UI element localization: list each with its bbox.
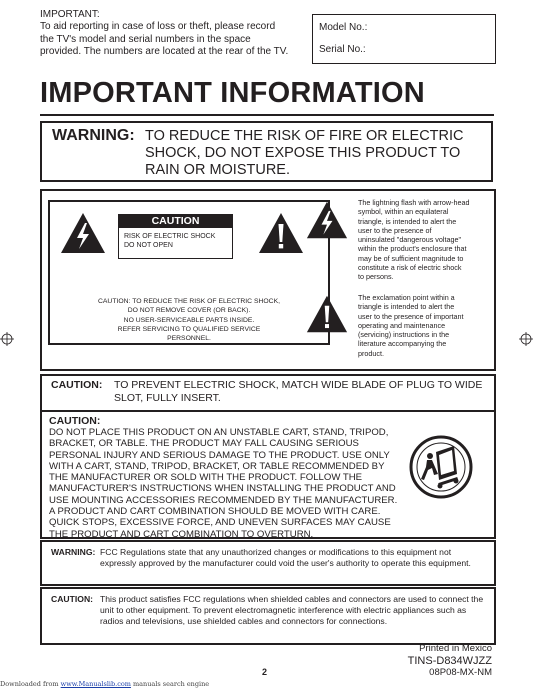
plug-caution-text: TO PREVENT ELECTRIC SHOCK, MATCH WIDE BLADE OF PLUG TO WIDE SLOT, FULLY INSERT.: [114, 379, 483, 404]
model-serial-record-box: [312, 14, 496, 64]
registration-mark-right-icon: [519, 332, 533, 346]
plug-caution-label: CAUTION:: [51, 379, 103, 391]
footer-prefix: Downloaded from: [0, 680, 59, 688]
caption-line: DO NOT REMOVE COVER (OR BACK).: [127, 307, 251, 315]
model-code: TINS-D834WJZZ: [407, 655, 492, 667]
exclamation-triangle-icon: [258, 212, 304, 254]
model-number-label: Model No.:: [319, 22, 368, 33]
caption-line: PERSONNEL.: [167, 335, 211, 343]
caption-line: REFER SERVICING TO QUALIFIED SERVICE: [117, 325, 261, 333]
exclamation-symbol-note: [358, 293, 492, 358]
note-line: (servicing) instructions in the: [358, 330, 450, 340]
caution-label-panel: [48, 200, 330, 345]
cart-line: QUICK STOPS, EXCESSIVE FORCE, AND UNEVEN SURFACES MAY CAUSE: [49, 517, 391, 529]
caution-sticker-heading: CAUTION: [119, 215, 232, 228]
caption-line: CAUTION: TO REDUCE THE RISK OF ELECTRIC SHOCK,: [97, 298, 281, 305]
printed-country: Printed in Mexico: [419, 643, 492, 654]
note-line: The exclamation point within a: [358, 293, 455, 302]
lightning-triangle-icon: [60, 212, 106, 254]
lot-code: 08P08-MX-NM: [429, 667, 492, 678]
intro-heading: IMPORTANT:: [40, 9, 100, 20]
note-line: literature accompanying the: [358, 339, 447, 349]
shielded-cable-caution-box: [40, 587, 496, 645]
cart-line: DO NOT PLACE THIS PRODUCT ON AN UNSTABLE CART, STAND, TRIPOD,: [49, 427, 389, 438]
plug-caution-box: [40, 374, 496, 412]
cart-line: MANUFACTURER'S INSTRUCTIONS WHEN INSTALLING THE PRODUCT AND: [49, 483, 396, 495]
cart-line: PERSONAL INJURY AND SERIOUS DAMAGE TO THE PRODUCT. USE ONLY: [49, 449, 390, 461]
cart-caution-heading: CAUTION:: [49, 415, 101, 427]
note-line: within the product's enclosure that: [358, 244, 467, 254]
note-line: triangle, is intended to alert the: [358, 216, 457, 226]
cart-caution-text: [49, 427, 404, 540]
title-divider: [40, 114, 494, 116]
note-line: may be of sufficient magnitude to: [358, 253, 464, 263]
caution-sticker-line: RISK OF ELECTRIC SHOCK: [124, 233, 216, 240]
print-info: [408, 643, 492, 679]
note-line: uninsulated "dangerous voltage": [358, 235, 462, 245]
cart-line: BRACKET, OR TABLE. THE PRODUCT MAY FALL CAUSING SERIOUS: [49, 438, 359, 450]
caption-line: NO USER-SERVICEABLE PARTS INSIDE.: [123, 316, 255, 324]
download-footer: [0, 680, 209, 688]
cable-caution-label: CAUTION:: [51, 594, 94, 604]
intro-line: provided. The numbers are located at the rear of the TV.: [40, 45, 289, 57]
cart-line: USE MOUNTING ACCESSORIES RECOMMENDED BY THE MANUFACTURER.: [49, 494, 398, 506]
fcc-warning-text: FCC Regulations state that any unauthorized changes or modifications to this equipment not expressly approved by the manufacturer could void the user's authority to operate this equipment.: [100, 547, 471, 568]
note-line: The lightning flash with arrow-head: [358, 198, 470, 207]
note-line: constitute a risk of electric shock: [358, 263, 462, 273]
note-line: user to the presence of: [358, 225, 432, 235]
intro-text: [40, 9, 305, 58]
lightning-symbol-note: [358, 198, 492, 282]
footer-suffix: manuals search engine: [133, 680, 210, 688]
intro-line: the TV's model and serial numbers in the space: [40, 33, 251, 45]
caution-sticker: [118, 214, 233, 259]
page-title: IMPORTANT INFORMATION: [40, 77, 425, 109]
caution-sticker-line: DO NOT OPEN: [124, 242, 173, 249]
note-line: operating and maintenance: [358, 320, 446, 330]
page-number: 2: [262, 667, 268, 677]
manualslib-link[interactable]: www.Manualslib.com: [60, 680, 131, 688]
warning-box: [40, 121, 493, 182]
intro-line: To aid reporting in case of loss or theft, please record: [40, 21, 276, 33]
exclamation-triangle-icon: [306, 294, 348, 334]
note-line: to persons.: [358, 272, 394, 282]
cart-caution-box: [40, 410, 496, 539]
fcc-warning-box: [40, 540, 496, 586]
cart-line: A PRODUCT AND CART COMBINATION SHOULD BE MOVED WITH CARE.: [49, 506, 381, 518]
registration-mark-left-icon: [0, 332, 14, 346]
cart-line: THE PRODUCT AND CART COMBINATION TO OVERTURN.: [49, 528, 314, 540]
note-line: product.: [358, 348, 384, 358]
serial-number-label: Serial No.:: [319, 44, 366, 55]
cable-caution-text: This product satisfies FCC regulations when shielded cables and connectors are used to connect the unit to other equipment. To prevent electromagnetic interference with electric appliances such as radios and televisions, use shielded cables and connectors for connections.: [100, 594, 484, 626]
lightning-triangle-icon: [306, 200, 348, 240]
note-line: triangle is intended to alert the: [358, 302, 455, 312]
cart-line: WITH A CART, STAND, TRIPOD, BRACKET, OR TABLE RECOMMENDED BY: [49, 460, 385, 472]
warning-text: TO REDUCE THE RISK OF FIRE OR ELECTRIC SHOCK, DO NOT EXPOSE THIS PRODUCT TO RAIN OR MOISTURE.: [145, 128, 464, 178]
warning-label: WARNING:: [52, 127, 135, 144]
fcc-warning-label: WARNING:: [51, 547, 96, 557]
note-line: user to the presence of important: [358, 311, 464, 321]
safety-symbols-block: [40, 189, 496, 371]
cart-tip-over-warning-icon: [408, 434, 474, 500]
cart-line: THE MANUFACTURER OR SOLD WITH THE PRODUCT. FOLLOW THE: [49, 472, 363, 484]
inner-caution-caption: [56, 297, 322, 343]
note-line: symbol, within an equilateral: [358, 207, 449, 217]
